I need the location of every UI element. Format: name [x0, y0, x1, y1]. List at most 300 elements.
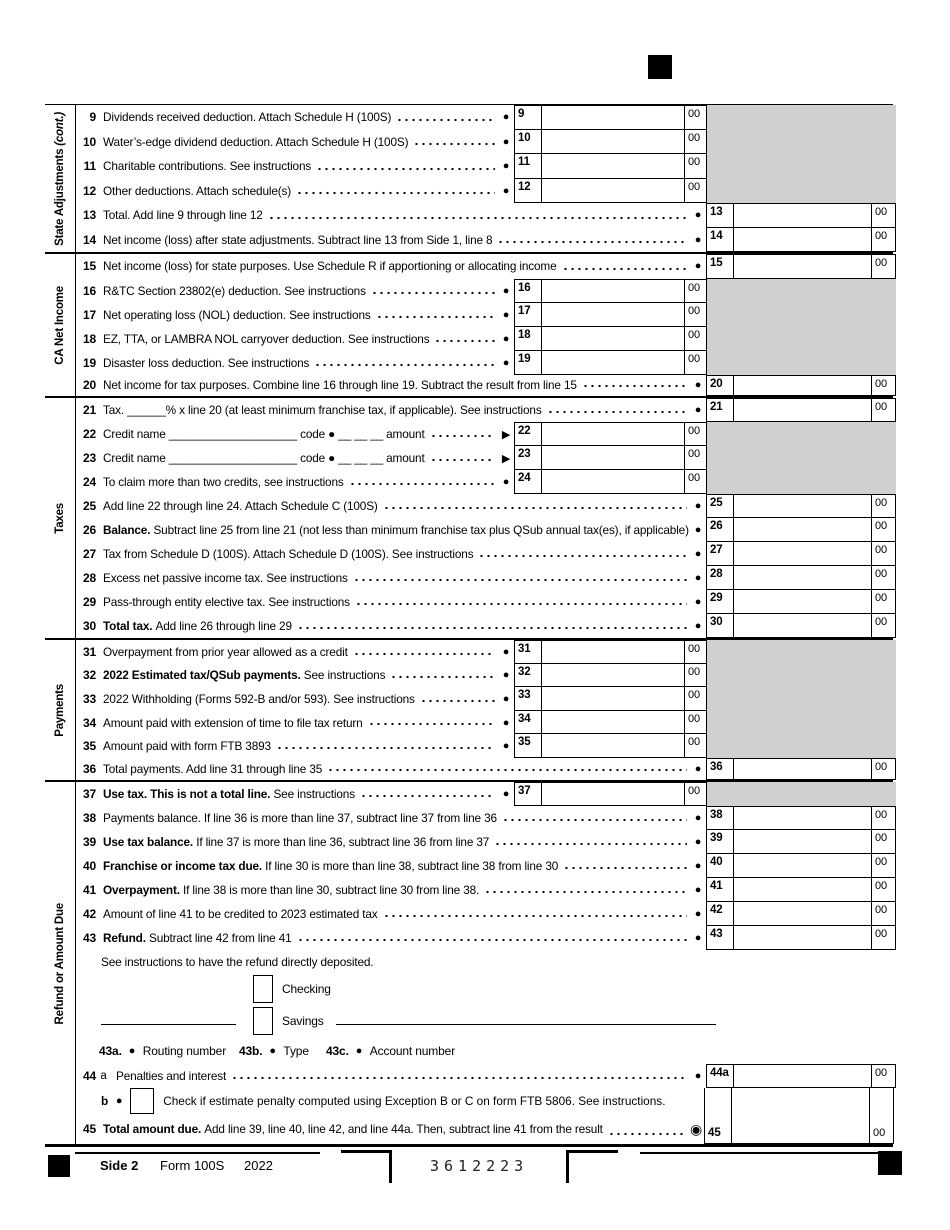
line-25-cents: 00 — [872, 494, 896, 518]
line-14-label: Net income (loss) after state adjustments. Subtract line 13 from Side 1, line 8 — [103, 232, 493, 247]
43a-label: Routing number — [142, 1044, 227, 1059]
shaded-area — [707, 734, 896, 758]
line-43-label: Refund. Subtract line 42 from line 41 — [103, 931, 292, 946]
savings-rule-left — [101, 1024, 236, 1025]
line-9-number: 9 — [89, 110, 96, 125]
savings-rule-right — [336, 1024, 716, 1025]
line-15-amount-input[interactable] — [734, 254, 872, 279]
line-10-row — [76, 130, 896, 155]
line-37-label: Use tax. This is not a total line. See instructions — [103, 787, 355, 802]
line-34-row — [76, 711, 896, 735]
line-20-box-number: 20 — [706, 375, 734, 397]
line-32-dot-icon: ● — [502, 669, 510, 682]
line-20-dot-leader — [580, 375, 687, 397]
line-38-amount-input[interactable] — [734, 806, 872, 830]
section-3 — [45, 638, 893, 780]
savings-row — [76, 1004, 896, 1038]
line-18-label: EZ, TTA, or LAMBRA NOL carryover deduction. See instructions — [103, 331, 430, 346]
line-22-box-number: 22 — [514, 422, 542, 446]
line-10-amount-input[interactable] — [542, 130, 685, 155]
line-41-dot-icon: ● — [694, 884, 702, 897]
line-26-label: Balance. Subtract line 25 from line 21 (not less than minimum franchise tax plus QSub annual tax(es), if applicable) — [103, 523, 689, 537]
line-17-cents: 00 — [685, 303, 707, 327]
line-37-number: 37 — [82, 787, 96, 802]
field-43a: 43a. ● Routing number — [99, 1044, 227, 1059]
line-21-label: Tax. ______% x line 20 (at least minimum franchise tax, if applicable). See instructions — [103, 403, 542, 417]
line-13-dot-icon: ● — [694, 209, 702, 222]
line-30-box-number: 30 — [706, 614, 734, 638]
line-16-label: R&TC Section 23802(e) deduction. See instructions — [103, 283, 366, 298]
line-35-row — [76, 734, 896, 758]
line-13-cents: 00 — [872, 203, 896, 228]
line-30-dot-leader — [295, 614, 687, 638]
line-45-box-number: 45 — [704, 1088, 732, 1144]
line-36-row — [76, 758, 896, 781]
line-29-number: 29 — [82, 595, 96, 609]
shaded-area — [707, 327, 896, 351]
line-20-cents: 00 — [872, 375, 896, 397]
shaded-area — [707, 179, 896, 204]
line-18-dot-leader — [432, 327, 495, 351]
line-14-number: 14 — [82, 232, 96, 247]
line-45-amount-input[interactable] — [732, 1088, 870, 1144]
line-12-amount-input[interactable] — [542, 179, 685, 204]
line-12-dot-icon: ● — [502, 184, 510, 197]
line-31-row — [76, 640, 896, 664]
line-25-label: Add line 22 through line 24. Attach Schedule C (100S) — [103, 499, 378, 513]
footer-form-name: Form 100S — [160, 1158, 225, 1173]
line-42-dot-icon: ● — [694, 908, 702, 921]
line-32-dot-leader — [388, 664, 495, 688]
line-21-number: 21 — [82, 403, 96, 417]
shaded-area — [707, 422, 896, 446]
shaded-area — [707, 351, 896, 375]
line-12-box-number: 12 — [514, 179, 542, 204]
line-23-cents: 00 — [685, 446, 707, 470]
line-13-label: Total. Add line 9 through line 12 — [103, 208, 263, 223]
line-35-dot-icon: ● — [502, 740, 510, 753]
line-31-box-number: 31 — [514, 640, 542, 664]
line-33-amount-input[interactable] — [542, 687, 685, 711]
line-33-box-number: 33 — [514, 687, 542, 711]
line-23-box-number: 23 — [514, 446, 542, 470]
line-32-cents: 00 — [685, 664, 707, 688]
line-26-cents: 00 — [872, 518, 896, 542]
line-24-dot-icon: ● — [502, 476, 510, 488]
line-19-label: Disaster loss deduction. See instructions — [103, 355, 310, 370]
line-11-box-number: 11 — [514, 154, 542, 179]
line-18-box-number: 18 — [514, 327, 542, 351]
line-44a-box-number: 44a — [706, 1064, 734, 1088]
line-42-amount-input[interactable] — [734, 902, 872, 926]
line-39-dot-icon: ● — [694, 836, 702, 849]
line-21-box-number: 21 — [706, 398, 734, 422]
line-44a-cents: 00 — [872, 1064, 896, 1088]
line-40-dot-leader — [561, 854, 687, 878]
section-sidebar — [45, 254, 76, 396]
line-23-amount-input[interactable] — [542, 446, 685, 470]
line-15-label: Net income (loss) for state purposes. Use Schedule R if apportioning or allocating income — [103, 259, 557, 274]
section-4 — [45, 780, 893, 1144]
shaded-area — [707, 279, 896, 303]
line-43-number: 43 — [82, 931, 96, 946]
shaded-area — [707, 687, 896, 711]
line-17-label: Net operating loss (NOL) deduction. See instructions — [103, 307, 371, 322]
line-44a-row — [76, 1064, 896, 1088]
line-12-row — [76, 179, 896, 204]
line-45-number: 45 — [82, 1122, 96, 1137]
line-29-box-number: 29 — [706, 590, 734, 614]
registration-mark-top — [648, 55, 672, 79]
line-16-box-number: 16 — [514, 279, 542, 303]
line-27-amount-input[interactable] — [734, 542, 872, 566]
line-14-amount-input[interactable] — [734, 228, 872, 253]
shaded-area — [707, 711, 896, 735]
line-34-dot-icon: ● — [502, 716, 510, 729]
line-16-amount-input[interactable] — [542, 279, 685, 303]
line-33-dot-leader — [418, 687, 495, 711]
line-35-cents: 00 — [685, 734, 707, 758]
line-38-dot-leader — [500, 806, 687, 830]
line-29-dot-icon: ● — [694, 596, 702, 608]
line-26-row — [76, 518, 896, 542]
line-21-row — [76, 398, 896, 422]
line-15-number: 15 — [82, 259, 96, 274]
line-23-row — [76, 446, 896, 470]
line-38-dot-icon: ● — [694, 812, 702, 825]
line-19-dot-icon: ● — [502, 356, 510, 369]
line-41-label: Overpayment. If line 38 is more than line 30, subtract line 30 from line 38. — [103, 883, 480, 898]
line-18-cents: 00 — [685, 327, 707, 351]
savings-label: Savings — [282, 1014, 324, 1029]
line-13-amount-input[interactable] — [734, 203, 872, 228]
line-28-dot-leader — [351, 566, 687, 590]
line-40-box-number: 40 — [706, 854, 734, 878]
line-17-amount-input[interactable] — [542, 303, 685, 327]
line-34-label: Amount paid with extension of time to file tax return — [103, 715, 363, 730]
line-33-row — [76, 687, 896, 711]
line-9-cents: 00 — [685, 105, 707, 130]
line-13-row — [76, 203, 896, 228]
line-35-label: Amount paid with form FTB 3893 — [103, 739, 271, 754]
43c-dot-icon: ● — [355, 1045, 363, 1058]
line-23-arrow-icon: ▶ — [501, 452, 511, 465]
line-45-cents: 00 — [870, 1088, 894, 1144]
line-21-dot-icon: ● — [694, 404, 702, 416]
line-32-box-number: 32 — [514, 664, 542, 688]
line-21-dot-leader — [545, 398, 687, 422]
line-18-amount-input[interactable] — [542, 327, 685, 351]
line-12-cents: 00 — [685, 179, 707, 204]
line-28-amount-input[interactable] — [734, 566, 872, 590]
line-32-amount-input[interactable] — [542, 664, 685, 688]
line-23-dot-leader — [428, 446, 495, 470]
section-2 — [45, 396, 893, 638]
line-14-box-number: 14 — [706, 228, 734, 253]
refund-deposit-note-label: See instructions to have the refund directly deposited. — [101, 955, 374, 970]
line-9-dot-icon: ● — [502, 111, 510, 124]
line-44a-dot-leader — [229, 1064, 687, 1088]
line-16-cents: 00 — [685, 279, 707, 303]
checking-row — [76, 974, 896, 1004]
line-9-label: Dividends received deduction. Attach Schedule H (100S) — [103, 110, 392, 125]
line-10-number: 10 — [82, 134, 96, 149]
line-35-amount-input[interactable] — [542, 734, 685, 758]
line-43-amount-input[interactable] — [734, 926, 872, 950]
line-29-row — [76, 590, 896, 614]
line-44b-label: Check if estimate penalty computed using Exception B or C on form FTB 5806. See instructions. — [163, 1094, 666, 1109]
line-24-cents: 00 — [685, 470, 707, 494]
line-22-number: 22 — [82, 427, 96, 441]
line-10-box-number: 10 — [514, 130, 542, 155]
line-42-cents: 00 — [872, 902, 896, 926]
line-27-row — [76, 542, 896, 566]
line-39-cents: 00 — [872, 830, 896, 854]
line-16-row — [76, 279, 896, 303]
shaded-area — [707, 782, 896, 806]
line-37-amount-input[interactable] — [542, 782, 685, 806]
line-26-amount-input[interactable] — [734, 518, 872, 542]
estimate-penalty-checkbox[interactable] — [130, 1088, 154, 1114]
line-27-dot-leader — [476, 542, 687, 566]
line-28-dot-icon: ● — [694, 572, 702, 584]
registration-mark-bottom-right — [878, 1151, 902, 1175]
line-34-number: 34 — [82, 715, 96, 730]
line-39-amount-input[interactable] — [734, 830, 872, 854]
scan-bracket-right-top — [566, 1150, 618, 1153]
line-15-dot-icon: ● — [694, 260, 702, 273]
line-34-amount-input[interactable] — [542, 711, 685, 735]
line-10-cents: 00 — [685, 130, 707, 155]
line-30-label: Total tax. Add line 26 through line 29 — [103, 619, 292, 633]
savings-checkbox[interactable] — [253, 1007, 273, 1035]
line-45-label: Total amount due. Add line 39, line 40, line 42, and line 44a. Then, subtract line 41 from the result — [103, 1122, 603, 1137]
section-label-1: CA Net Income — [54, 285, 66, 365]
line-20-label: Net income for tax purposes. Combine line 16 through line 19. Subtract the result from line 15 — [103, 378, 577, 393]
line-43-box-number: 43 — [706, 926, 734, 950]
line-43-dot-icon: ● — [694, 932, 702, 945]
line-31-label: Overpayment from prior year allowed as a credit — [103, 644, 348, 659]
scanline-code: 3612223 — [430, 1157, 529, 1175]
line-40-amount-input[interactable] — [734, 854, 872, 878]
line-42-label: Amount of line 41 to be credited to 2023 estimated tax — [103, 907, 378, 922]
line-23-number: 23 — [82, 451, 96, 465]
line-22-row — [76, 422, 896, 446]
line-37-dot-leader — [358, 782, 495, 806]
43b-dot-icon: ● — [269, 1045, 276, 1058]
line-44b-45-block — [76, 1088, 896, 1144]
line-11-amount-input[interactable] — [542, 154, 685, 179]
line-9-dot-leader — [394, 105, 495, 130]
line-36-label: Total payments. Add line 31 through line 35 — [103, 762, 323, 777]
line-14-row — [76, 228, 896, 253]
line-11-row — [76, 154, 896, 179]
line-32-row — [76, 664, 896, 688]
line-17-dot-leader — [374, 303, 495, 327]
shaded-area — [707, 446, 896, 470]
line-36-cents: 00 — [872, 758, 896, 781]
line-29-dot-leader — [353, 590, 687, 614]
section-0 — [45, 105, 893, 252]
line-26-dot-icon: ● — [694, 524, 702, 536]
line-33-label: 2022 Withholding (Forms 592-B and/or 593). See instructions — [103, 691, 415, 706]
line-43-dot-leader — [295, 926, 687, 950]
registration-mark-bottom-left — [48, 1155, 70, 1177]
line-42-dot-leader — [381, 902, 687, 926]
line-39-label: Use tax balance. If line 37 is more than line 36, subtract line 36 from line 37 — [103, 835, 490, 850]
line-41-dot-leader — [482, 878, 687, 902]
line-38-number: 38 — [82, 811, 96, 826]
section-label-2: Taxes — [54, 502, 66, 534]
line-45-dot-leader — [606, 1114, 685, 1144]
line-9-amount-input[interactable] — [542, 105, 685, 130]
scan-bracket-left-top — [341, 1150, 392, 1153]
line-20-amount-input[interactable] — [734, 375, 872, 397]
line-40-cents: 00 — [872, 854, 896, 878]
field-43c: 43c. ● Account number — [326, 1044, 456, 1059]
line-25-dot-leader — [381, 494, 687, 518]
line-15-cents: 00 — [872, 254, 896, 279]
shaded-area — [707, 130, 896, 155]
checking-checkbox[interactable] — [253, 975, 273, 1003]
line-18-dot-icon: ● — [502, 332, 510, 345]
line-35-number: 35 — [82, 739, 96, 754]
line-29-cents: 00 — [872, 590, 896, 614]
line-18-number: 18 — [82, 331, 96, 346]
line-29-amount-input[interactable] — [734, 590, 872, 614]
refund-deposit-note-row — [76, 950, 896, 974]
line-18-row — [76, 327, 896, 351]
line-41-number: 41 — [82, 883, 96, 898]
line-33-cents: 00 — [685, 687, 707, 711]
line-11-label: Charitable contributions. See instructions — [103, 159, 312, 174]
line-21-amount-input[interactable] — [734, 398, 872, 422]
shaded-area — [707, 664, 896, 688]
line-23-label: Credit name ____________________ code ● __ __ __ amount — [103, 451, 425, 465]
shaded-area — [707, 470, 896, 494]
line-10-dot-leader — [411, 130, 495, 155]
line-21-cents: 00 — [872, 398, 896, 422]
line-36-dot-icon: ● — [694, 763, 702, 776]
scan-bracket-left-side — [389, 1150, 392, 1183]
line-25-row — [76, 494, 896, 518]
footer-form-year: 2022 — [244, 1158, 273, 1173]
line-24-dot-leader — [347, 470, 495, 494]
line-38-row — [76, 806, 896, 830]
line-34-box-number: 34 — [514, 711, 542, 735]
scan-bracket-right-side — [566, 1150, 569, 1183]
line-24-box-number: 24 — [514, 470, 542, 494]
line-38-label: Payments balance. If line 36 is more than line 37, subtract line 37 from line 36 — [103, 811, 497, 826]
line-15-row — [76, 254, 896, 279]
line-15-dot-leader — [560, 254, 687, 279]
line-11-dot-leader — [314, 154, 495, 179]
line-12-dot-leader — [294, 179, 495, 204]
line-19-amount-input[interactable] — [542, 351, 685, 375]
line-44a-number: 44 — [82, 1069, 96, 1084]
line-24-number: 24 — [82, 475, 96, 489]
line-40-number: 40 — [82, 859, 96, 874]
line-10-label: Water’s-edge dividend deduction. Attach Schedule H (100S) — [103, 134, 409, 149]
field-43b: 43b. ● Type — [239, 1044, 309, 1059]
line-19-cents: 00 — [685, 351, 707, 375]
line-9-row — [76, 105, 896, 130]
line-29-label: Pass-through entity elective tax. See instructions — [103, 595, 350, 609]
line-10-dot-icon: ● — [502, 135, 510, 148]
shaded-area — [707, 154, 896, 179]
line-39-box-number: 39 — [706, 830, 734, 854]
line-20-number: 20 — [82, 378, 96, 393]
line-14-cents: 00 — [872, 228, 896, 253]
line-42-box-number: 42 — [706, 902, 734, 926]
shaded-area — [707, 303, 896, 327]
line-30-amount-input[interactable] — [734, 614, 872, 638]
line-30-row — [76, 614, 896, 638]
line-31-dot-leader — [351, 640, 495, 664]
line-22-arrow-icon: ▶ — [501, 428, 511, 441]
line-37-row — [76, 782, 896, 806]
line-25-amount-input[interactable] — [734, 494, 872, 518]
line-36-amount-input[interactable] — [734, 758, 872, 781]
line-17-box-number: 17 — [514, 303, 542, 327]
line-34-cents: 00 — [685, 711, 707, 735]
line-16-dot-icon: ● — [502, 284, 510, 297]
line-22-amount-input[interactable] — [542, 422, 685, 446]
line-28-number: 28 — [82, 571, 96, 585]
line-41-amount-input[interactable] — [734, 878, 872, 902]
line-42-number: 42 — [82, 907, 96, 922]
line-30-number: 30 — [82, 619, 96, 633]
line-27-number: 27 — [82, 547, 96, 561]
line-25-number: 25 — [82, 499, 96, 513]
line-12-number: 12 — [82, 183, 96, 198]
line-35-box-number: 35 — [514, 734, 542, 758]
line-44a-amount-input[interactable] — [734, 1064, 872, 1088]
section-sidebar — [45, 640, 76, 780]
line-27-label: Tax from Schedule D (100S). Attach Schedule D (100S). See instructions — [103, 547, 474, 561]
line-36-dot-leader — [325, 758, 687, 781]
section-sidebar — [45, 105, 76, 252]
line-36-box-number: 36 — [706, 758, 734, 781]
direct-deposit-fields-row — [76, 1038, 896, 1064]
line-27-dot-icon: ● — [694, 548, 702, 560]
form-table — [45, 104, 893, 1147]
line-16-dot-leader — [369, 279, 495, 303]
line-45-row — [76, 1114, 704, 1144]
line-25-dot-icon: ● — [694, 500, 702, 512]
checking-label: Checking — [282, 982, 331, 997]
line-24-amount-input[interactable] — [542, 470, 685, 494]
line-22-dot-leader — [428, 422, 495, 446]
line-28-label: Excess net passive income tax. See instructions — [103, 571, 348, 585]
line-38-box-number: 38 — [706, 806, 734, 830]
line-43-row — [76, 926, 896, 950]
line-24-row — [76, 470, 896, 494]
line-31-amount-input[interactable] — [542, 640, 685, 664]
footer-rule-right — [640, 1152, 890, 1154]
line-26-box-number: 26 — [706, 518, 734, 542]
line-45-target-icon: ◉ — [689, 1120, 703, 1137]
line-39-number: 39 — [82, 835, 96, 850]
line-42-row — [76, 902, 896, 926]
line-19-dot-leader — [312, 351, 495, 375]
line-44b-sub-letter: b — [101, 1094, 109, 1109]
line-30-cents: 00 — [872, 614, 896, 638]
line-37-box-number: 37 — [514, 782, 542, 806]
line-38-cents: 00 — [872, 806, 896, 830]
line-30-dot-icon: ● — [694, 620, 702, 632]
line-28-cents: 00 — [872, 566, 896, 590]
